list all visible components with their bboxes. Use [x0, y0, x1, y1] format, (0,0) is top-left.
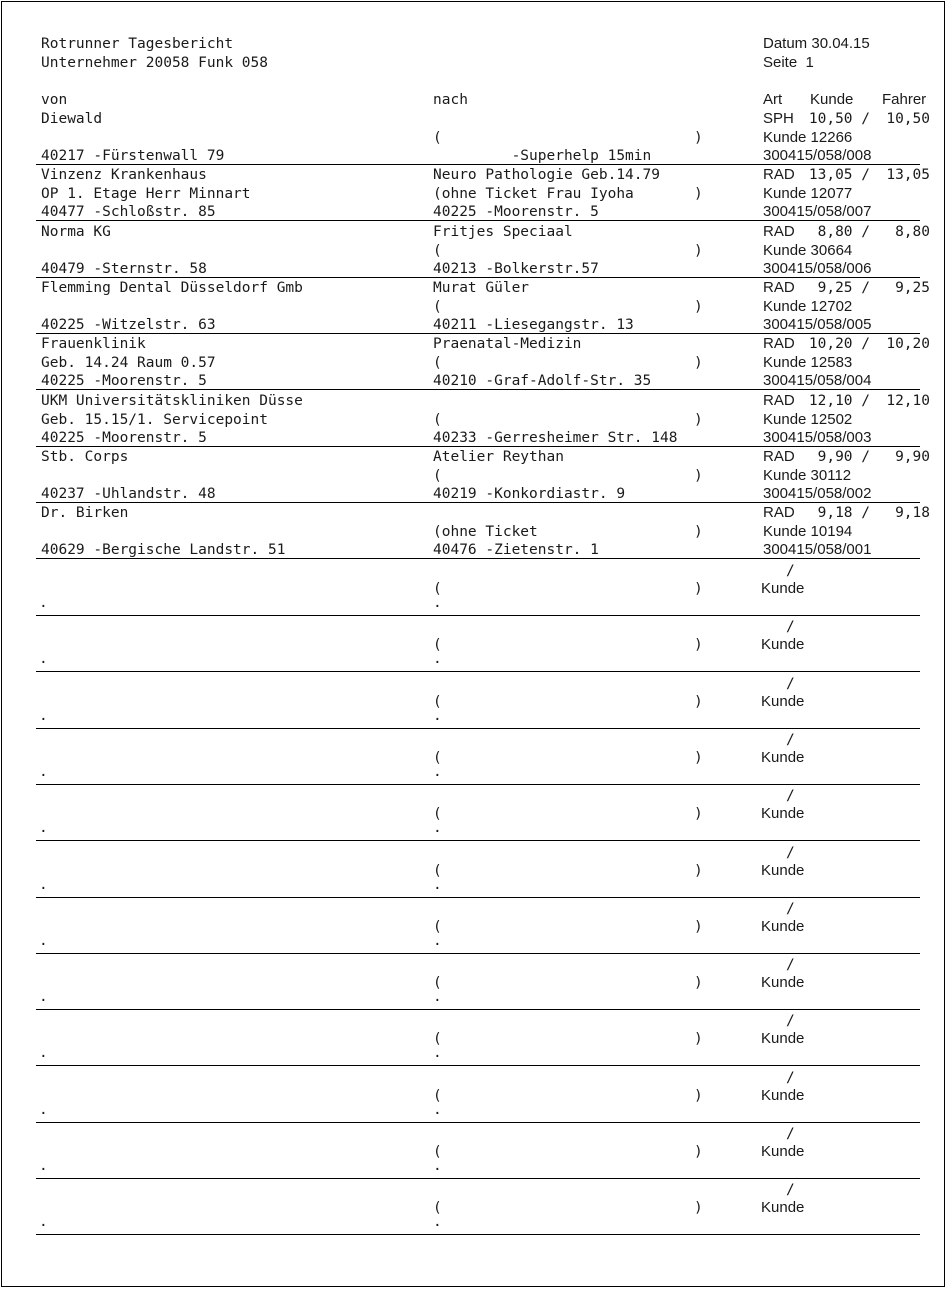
trip-id: 300415/058/008: [763, 147, 872, 164]
pickup-address: 40477 -Schloßstr. 85: [41, 204, 216, 220]
dropoff-detail: (: [433, 129, 442, 146]
dot-mark: .: [433, 708, 442, 724]
empty-record: [0, 900, 948, 956]
slash-mark: /: [786, 1126, 795, 1142]
open-paren: (: [433, 581, 442, 597]
dot-mark: .: [433, 1158, 442, 1174]
dot-mark: .: [433, 877, 442, 893]
row-separator: [36, 389, 920, 390]
open-paren: (: [433, 637, 442, 653]
dot-mark: .: [39, 933, 48, 949]
row-separator: [36, 953, 920, 954]
row-separator: [36, 333, 920, 334]
dropoff-name: Murat Güler: [433, 280, 530, 296]
close-paren: ): [694, 581, 703, 597]
trip-id: 300415/058/002: [763, 485, 872, 502]
pickup-name: Flemming Dental Düsseldorf Gmb: [41, 280, 303, 296]
dot-mark: .: [39, 595, 48, 611]
customer-number: Kunde 12502: [763, 410, 853, 428]
row-separator: [36, 615, 920, 616]
driver-amount: 9,25: [895, 280, 930, 296]
trip-record: [0, 392, 948, 448]
trip-id: 300415/058/001: [763, 541, 872, 558]
row-separator: [36, 164, 920, 165]
empty-record: [0, 1069, 948, 1125]
open-paren: (: [433, 1031, 442, 1047]
trip-type: RAD: [763, 448, 795, 465]
close-paren: ): [694, 1031, 703, 1047]
dropoff-detail: (: [433, 467, 442, 484]
row-separator: [36, 220, 920, 221]
customer-amount: 12,10 /: [808, 393, 870, 409]
pickup-name: Norma KG: [41, 224, 111, 240]
dot-mark: .: [433, 651, 442, 667]
close-paren: ): [694, 863, 703, 879]
trip-record: [0, 448, 948, 504]
dot-mark: .: [433, 820, 442, 836]
row-separator: [36, 1065, 920, 1066]
driver-amount: 8,80: [895, 224, 930, 240]
customer-number: Kunde 12702: [763, 297, 853, 315]
close-paren: ): [694, 467, 703, 484]
trip-type: SPH: [763, 110, 794, 127]
column-header-kunde: Kunde: [810, 91, 854, 108]
pickup-detail: Geb. 14.24 Raum 0.57: [41, 354, 216, 371]
close-paren: ): [694, 806, 703, 822]
dot-mark: .: [39, 1158, 48, 1174]
close-paren: ): [694, 694, 703, 710]
dot-mark: .: [433, 1045, 442, 1061]
dot-mark: .: [39, 820, 48, 836]
customer-number: Kunde 30112: [763, 466, 852, 484]
dropoff-address: 40233 -Gerresheimer Str. 148: [433, 430, 678, 446]
driver-amount: 12,10: [886, 393, 930, 409]
close-paren: ): [694, 411, 703, 428]
trip-type: RAD: [763, 335, 795, 352]
trip-record: [0, 166, 948, 222]
open-paren: (: [433, 750, 442, 766]
dot-mark: .: [39, 708, 48, 724]
customer-label: Kunde: [761, 749, 805, 766]
customer-amount: 8,80 /: [817, 224, 870, 240]
slash-mark: /: [786, 1013, 795, 1029]
pickup-address: 40217 -Fürstenwall 79: [41, 148, 225, 164]
dropoff-detail: (: [433, 298, 442, 315]
open-paren: (: [433, 1088, 442, 1104]
empty-record: [0, 1012, 948, 1068]
customer-number: Kunde 30664: [763, 241, 853, 259]
customer-label: Kunde: [761, 580, 805, 597]
dropoff-name: Fritjes Speciaal: [433, 224, 573, 240]
dropoff-address: -Superhelp 15min: [433, 148, 652, 164]
open-paren: (: [433, 975, 442, 991]
dot-mark: .: [433, 764, 442, 780]
pickup-address: 40225 -Moorenstr. 5: [41, 373, 207, 389]
dropoff-detail: (: [433, 354, 442, 371]
empty-record: [0, 731, 948, 787]
empty-record: [0, 1181, 948, 1237]
trip-type: RAD: [763, 392, 795, 409]
customer-number: Kunde 10194: [763, 522, 853, 540]
dot-mark: .: [39, 764, 48, 780]
pickup-name: Frauenklinik: [41, 336, 146, 352]
open-paren: (: [433, 694, 442, 710]
open-paren: (: [433, 919, 442, 935]
dot-mark: .: [39, 877, 48, 893]
open-paren: (: [433, 1200, 442, 1216]
empty-record: [0, 956, 948, 1012]
slash-mark: /: [786, 619, 795, 635]
trip-id: 300415/058/007: [763, 203, 872, 220]
dropoff-detail: (: [433, 411, 442, 428]
close-paren: ): [694, 637, 703, 653]
dropoff-detail: (ohne Ticket: [433, 523, 538, 540]
close-paren: ): [694, 298, 703, 315]
dot-mark: .: [433, 595, 442, 611]
slash-mark: /: [786, 1070, 795, 1086]
pickup-name: UKM Universitätskliniken Düsse: [41, 393, 303, 409]
customer-amount: 13,05 /: [808, 167, 870, 183]
trip-record: [0, 279, 948, 335]
row-separator: [36, 502, 920, 503]
dropoff-address: 40219 -Konkordiastr. 9: [433, 486, 626, 502]
open-paren: (: [433, 1144, 442, 1160]
column-header-nach: nach: [433, 92, 468, 108]
row-separator: [36, 1122, 920, 1123]
trip-type: RAD: [763, 166, 795, 183]
dropoff-name: Atelier Reythan: [433, 449, 564, 465]
close-paren: ): [694, 919, 703, 935]
close-paren: ): [694, 1088, 703, 1104]
column-header-art: Art: [763, 91, 783, 108]
trip-record: [0, 335, 948, 391]
customer-label: Kunde: [761, 1199, 805, 1216]
dot-mark: .: [39, 1045, 48, 1061]
column-header-fahrer: Fahrer: [882, 91, 927, 108]
dropoff-address: 40210 -Graf-Adolf-Str. 35: [433, 373, 652, 389]
customer-label: Kunde: [761, 1030, 805, 1047]
customer-label: Kunde: [761, 805, 805, 822]
dropoff-address: 40476 -Zietenstr. 1: [433, 542, 599, 558]
open-paren: (: [433, 863, 442, 879]
pickup-address: 40237 -Uhlandstr. 48: [41, 486, 216, 502]
customer-number: Kunde 12583: [763, 353, 853, 371]
row-separator: [36, 558, 920, 559]
column-header-von: von: [41, 92, 68, 108]
slash-mark: /: [786, 1182, 795, 1198]
report-title: Rotrunner Tagesbericht: [41, 36, 234, 52]
empty-record: [0, 1125, 948, 1181]
pickup-address: 40629 -Bergische Landstr. 51: [41, 542, 286, 558]
trip-record: [0, 504, 948, 560]
customer-label: Kunde: [761, 693, 805, 710]
row-separator: [36, 1178, 920, 1179]
trip-id: 300415/058/006: [763, 260, 872, 277]
trip-record: [0, 110, 948, 166]
slash-mark: /: [786, 901, 795, 917]
driver-amount: 9,18: [895, 505, 930, 521]
pickup-address: 40225 -Witzelstr. 63: [41, 317, 216, 333]
dropoff-detail: (ohne Ticket Frau Iyoha: [433, 185, 634, 202]
dropoff-name: Neuro Pathologie Geb.14.79: [433, 167, 660, 183]
trip-type: RAD: [763, 279, 795, 296]
row-separator: [36, 277, 920, 278]
dot-mark: .: [433, 933, 442, 949]
dropoff-name: Praenatal-Medizin: [433, 336, 582, 352]
customer-amount: 9,25 /: [817, 280, 870, 296]
close-paren: ): [694, 750, 703, 766]
driver-amount: 13,05: [886, 167, 930, 183]
row-separator: [36, 784, 920, 785]
row-separator: [36, 1234, 920, 1235]
customer-number: Kunde 12077: [763, 184, 853, 202]
empty-record: [0, 618, 948, 674]
row-separator: [36, 728, 920, 729]
row-separator: [36, 897, 920, 898]
customer-label: Kunde: [761, 862, 805, 879]
customer-amount: 10,20 /: [808, 336, 870, 352]
customer-label: Kunde: [761, 1087, 805, 1104]
pickup-name: Dr. Birken: [41, 505, 129, 521]
slash-mark: /: [786, 676, 795, 692]
close-paren: ): [694, 1200, 703, 1216]
customer-amount: 9,18 /: [817, 505, 870, 521]
empty-record: [0, 844, 948, 900]
dot-mark: .: [433, 1102, 442, 1118]
report-header: [0, 0, 948, 120]
driver-amount: 10,20: [886, 336, 930, 352]
trip-id: 300415/058/005: [763, 316, 872, 333]
pickup-detail: OP 1. Etage Herr Minnart: [41, 185, 251, 202]
close-paren: ): [694, 975, 703, 991]
empty-record: [0, 787, 948, 843]
driver-amount: 10,50: [886, 111, 930, 127]
pickup-name: Vinzenz Krankenhaus: [41, 167, 207, 183]
trip-id: 300415/058/003: [763, 429, 872, 446]
report-date: Datum 30.04.15: [763, 35, 870, 52]
pickup-name: Diewald: [41, 111, 103, 127]
customer-amount: 10,50 /: [808, 111, 870, 127]
dot-mark: .: [39, 651, 48, 667]
dot-mark: .: [433, 1214, 442, 1230]
close-paren: ): [694, 185, 703, 202]
trip-type: RAD: [763, 223, 795, 240]
page-number: Seite 1: [763, 54, 814, 71]
customer-number: Kunde 12266: [763, 128, 853, 146]
row-separator: [36, 840, 920, 841]
customer-label: Kunde: [761, 1143, 805, 1160]
dropoff-address: 40211 -Liesegangstr. 13: [433, 317, 634, 333]
close-paren: ): [694, 1144, 703, 1160]
dropoff-address: 40213 -Bolkerstr.57: [433, 261, 599, 277]
pickup-address: 40225 -Moorenstr. 5: [41, 430, 207, 446]
customer-amount: 9,90 /: [817, 449, 870, 465]
slash-mark: /: [786, 788, 795, 804]
dot-mark: .: [433, 989, 442, 1005]
pickup-address: 40479 -Sternstr. 58: [41, 261, 207, 277]
close-paren: ): [694, 242, 703, 259]
empty-record: [0, 562, 948, 618]
close-paren: ): [694, 523, 703, 540]
empty-record: [0, 675, 948, 731]
dot-mark: .: [39, 1214, 48, 1230]
dropoff-address: 40225 -Moorenstr. 5: [433, 204, 599, 220]
slash-mark: /: [786, 845, 795, 861]
report-subtitle: Unternehmer 20058 Funk 058: [41, 55, 268, 71]
trip-type: RAD: [763, 504, 795, 521]
dot-mark: .: [39, 1102, 48, 1118]
trip-record: [0, 223, 948, 279]
close-paren: ): [694, 129, 703, 146]
customer-label: Kunde: [761, 918, 805, 935]
customer-label: Kunde: [761, 636, 805, 653]
pickup-detail: Geb. 15.15/1. Servicepoint: [41, 411, 268, 428]
dot-mark: .: [39, 989, 48, 1005]
customer-label: Kunde: [761, 974, 805, 991]
close-paren: ): [694, 354, 703, 371]
driver-amount: 9,90: [895, 449, 930, 465]
open-paren: (: [433, 806, 442, 822]
pickup-name: Stb. Corps: [41, 449, 129, 465]
slash-mark: /: [786, 957, 795, 973]
dropoff-detail: (: [433, 242, 442, 259]
row-separator: [36, 446, 920, 447]
trip-id: 300415/058/004: [763, 372, 872, 389]
slash-mark: /: [786, 563, 795, 579]
row-separator: [36, 671, 920, 672]
row-separator: [36, 1009, 920, 1010]
slash-mark: /: [786, 732, 795, 748]
